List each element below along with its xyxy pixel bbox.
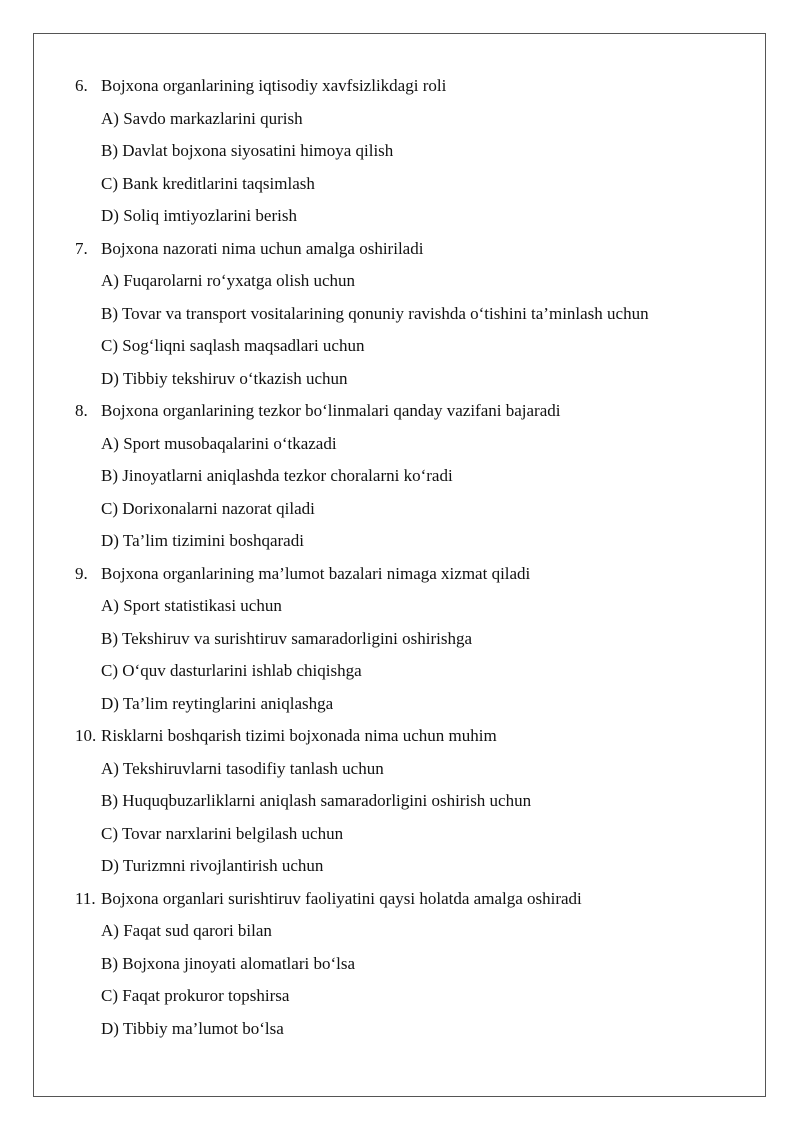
answer-option: B) Bojxona jinoyati alomatlari bo‘lsa (101, 953, 356, 973)
answer-option: C) Dorixonalarni nazorat qiladi (101, 498, 315, 518)
question-text: Bojxona nazorati nima uchun amalga oshiriladi (101, 238, 424, 258)
answer-option: B) Davlat bojxona siyosatini himoya qilish (101, 141, 394, 160)
question-text: Bojxona organlarining tezkor bo‘linmalari qanday vazifani bajaradi (101, 401, 561, 420)
answer-option: D) Ta’lim tizimini boshqaradi (101, 531, 304, 550)
answer-option: C) Faqat prokuror topshirsa (101, 986, 290, 1005)
answer-option: C) Tovar narxlarini belgilash uchun (101, 823, 344, 843)
answer-option: B) Huquqbuzarliklarni aniqlash samaradorligini oshirish uchun (101, 791, 532, 810)
answer-option: D) Tibbiy tekshiruv o‘tkazish uchun (101, 368, 348, 388)
question-text: Bojxona organlari surishtiruv faoliyatini qaysi holatda amalga oshiradi (101, 888, 582, 908)
answer-option: A) Savdo markazlarini qurish (101, 108, 303, 128)
question-number: 10. (75, 726, 97, 745)
question-text: Bojxona organlarining ma’lumot bazalari nimaga xizmat qiladi (101, 563, 531, 583)
answer-option: A) Tekshiruvlarni tasodifiy tanlash uchun (101, 758, 384, 778)
answer-option: D) Turizmni rivojlantirish uchun (101, 856, 324, 875)
answer-option: A) Sport musobaqalarini o‘tkazadi (101, 433, 337, 453)
answer-option: C) Sog‘liqni saqlash maqsadlari uchun (101, 336, 365, 355)
answer-option: A) Sport statistikasi uchun (101, 596, 282, 615)
question-number: 6. (75, 76, 88, 95)
answer-option: A) Faqat sud qarori bilan (101, 921, 272, 940)
answer-option: B) Tekshiruv va surishtiruv samaradorligini oshirishga (101, 628, 473, 648)
answer-option: B) Jinoyatlarni aniqlashda tezkor choralarni ko‘radi (101, 466, 453, 485)
question-number: 7. (75, 238, 88, 258)
answer-option: D) Tibbiy ma’lumot bo‘lsa (101, 1018, 284, 1038)
answer-option: C) O‘quv dasturlarini ishlab chiqishga (101, 661, 362, 680)
answer-option: D) Soliq imtiyozlarini berish (101, 206, 297, 225)
answer-option: A) Fuqarolarni ro‘yxatga olish uchun (101, 271, 355, 290)
question-number: 11. (75, 888, 96, 908)
answer-option: D) Ta’lim reytinglarini aniqlashga (101, 693, 334, 713)
question-text: Bojxona organlarining iqtisodiy xavfsizlikdagi roli (101, 76, 447, 95)
answer-option: B) Tovar va transport vositalarining qonuniy ravishda o‘tishini ta’minlash uchun (101, 303, 649, 323)
question-number: 9. (75, 563, 88, 583)
question-number: 8. (75, 401, 88, 420)
answer-option: C) Bank kreditlarini taqsimlash (101, 173, 315, 193)
question-text: Risklarni boshqarish tizimi bojxonada nima uchun muhim (101, 726, 497, 745)
